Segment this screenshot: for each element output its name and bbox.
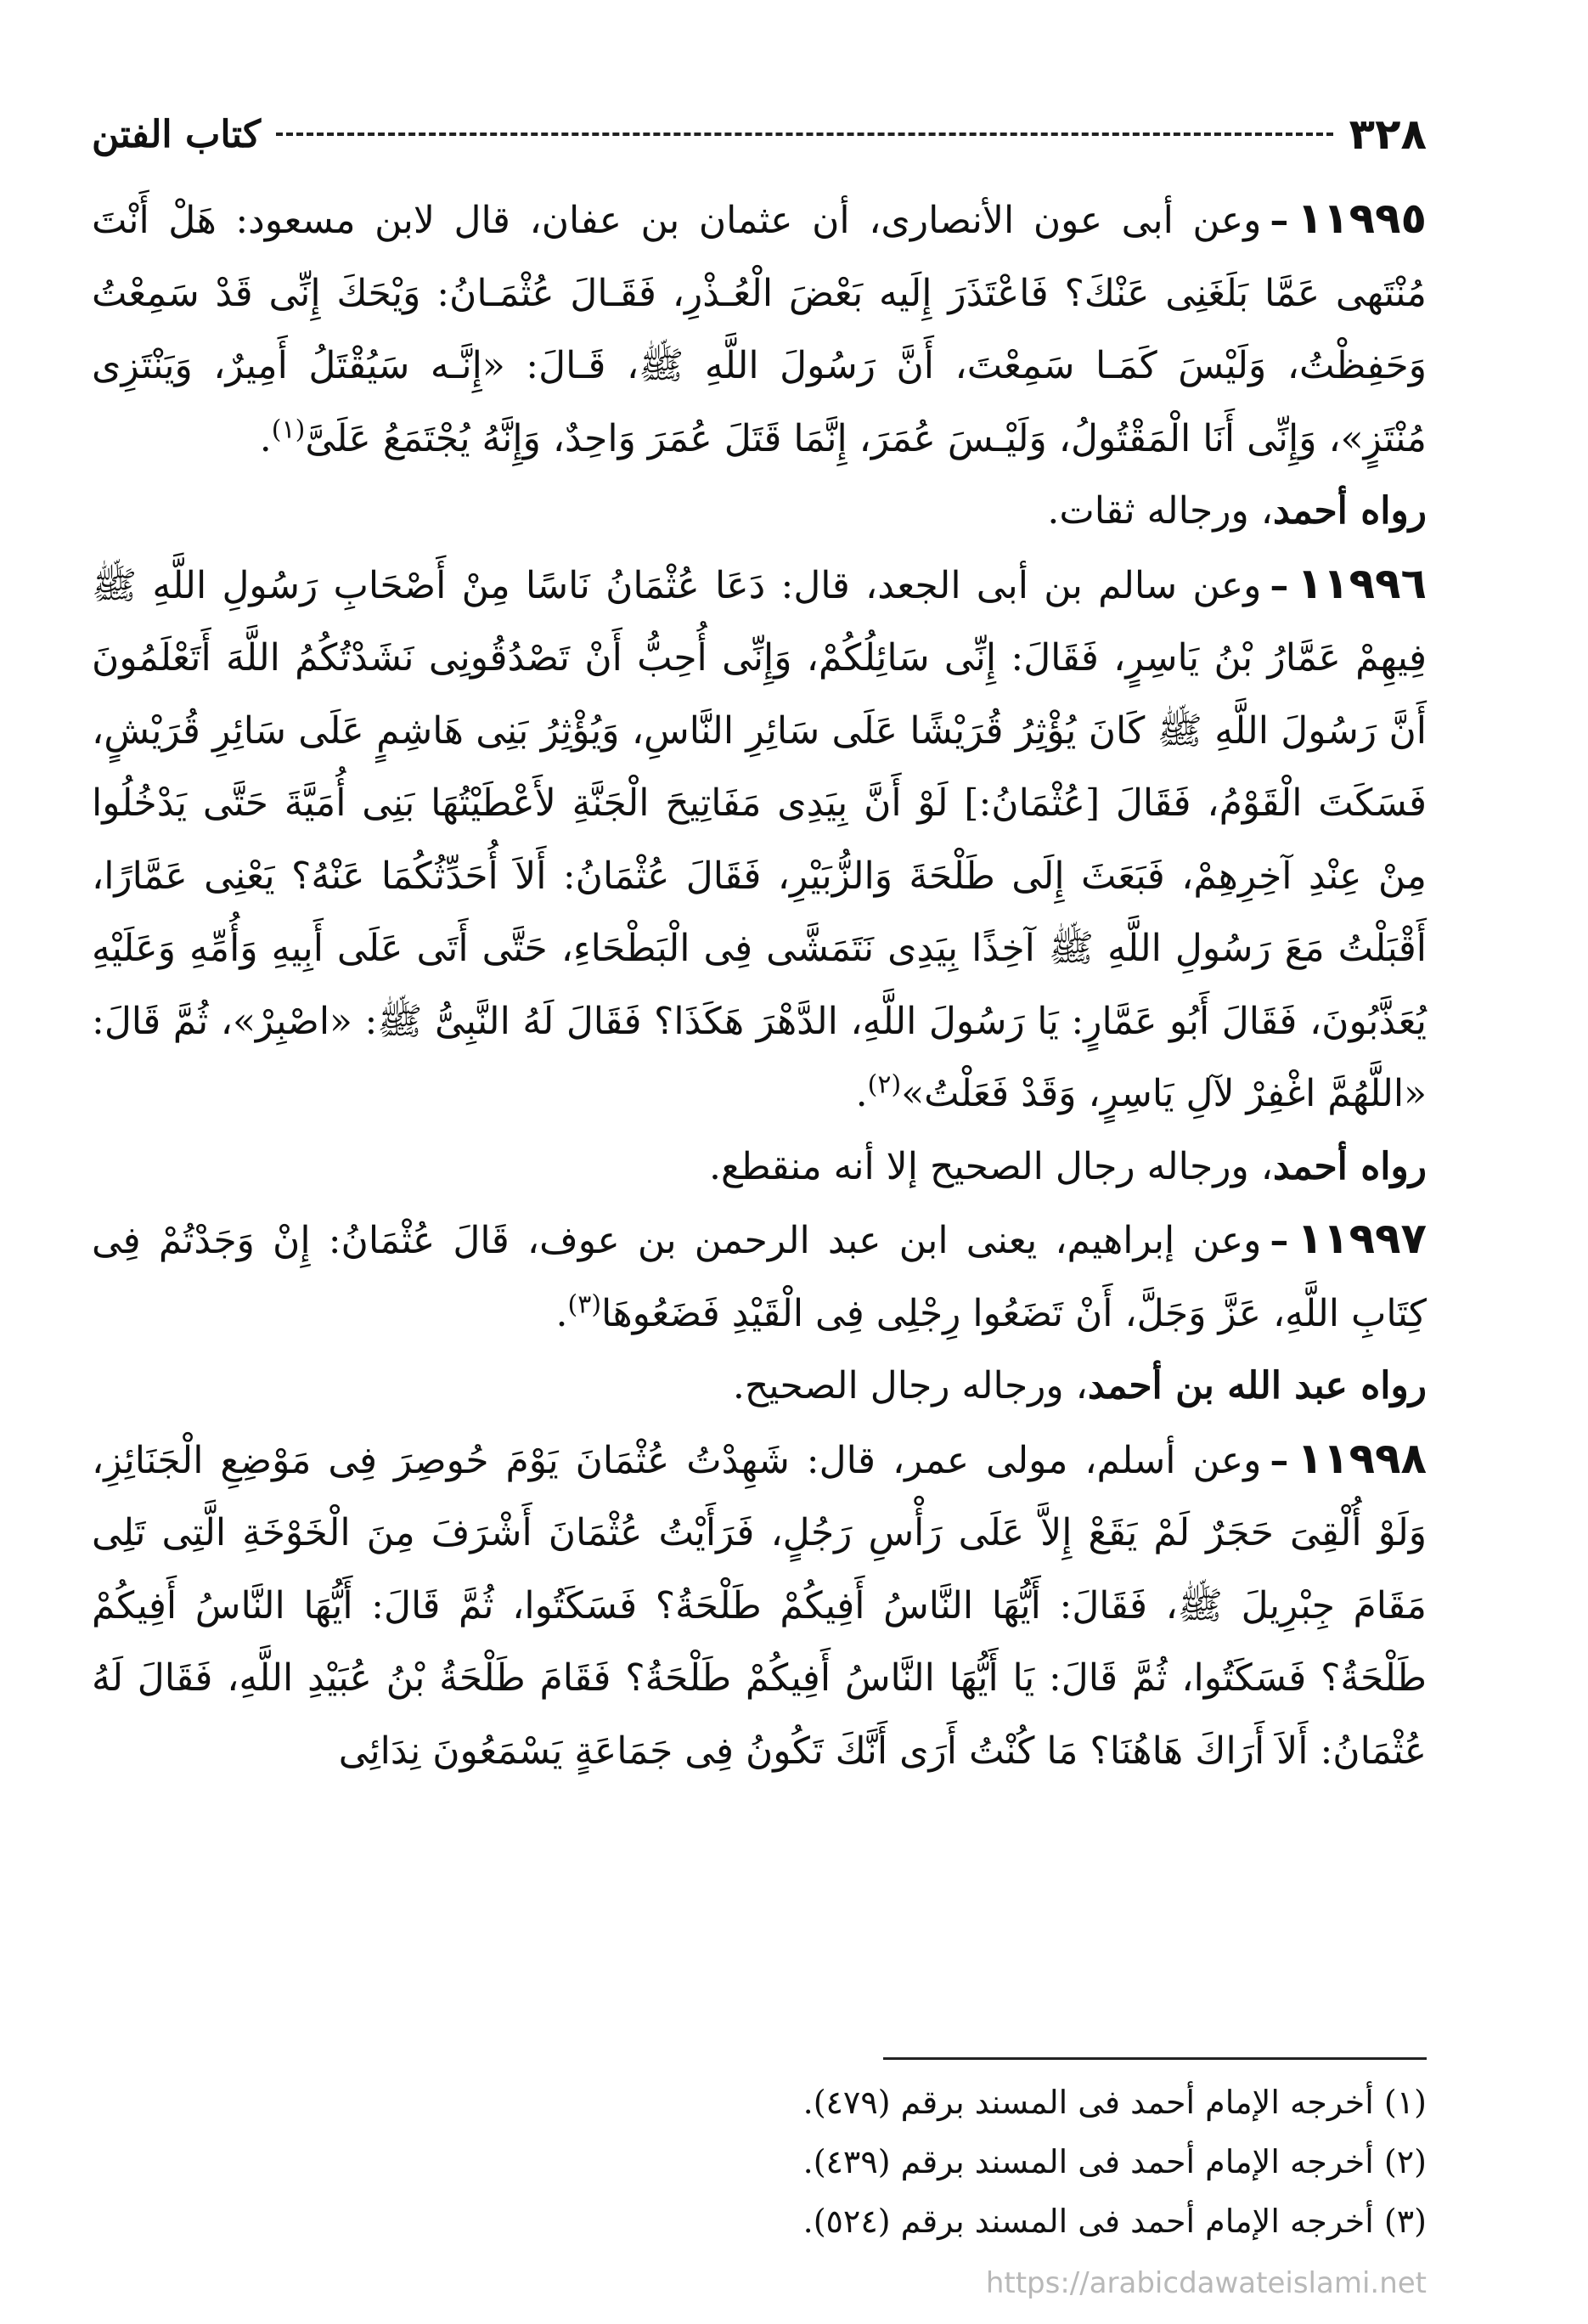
hadith-reference [92, 475, 1427, 548]
footnote-mark: (٢) [867, 1069, 902, 1100]
hadith-reference [92, 1131, 1427, 1204]
reference-narrator: رواه أحمد [1272, 1144, 1427, 1188]
hadith-number: ١١٩٩٧ [1297, 1214, 1427, 1263]
hadith-number: ١١٩٩٨ [1297, 1433, 1427, 1483]
footnote-1: (١) أخرجه الإمام أحمد فى المسند برقم (٤٧٩). [802, 2084, 1427, 2121]
footnote-mark: (١) [271, 414, 306, 444]
reference-narrator: رواه أحمد [1272, 489, 1427, 533]
hadith-11998 [92, 1423, 1427, 1788]
footnote-2: (٢) أخرجه الإمام أحمد فى المسند برقم (٤٣٩). [802, 2143, 1427, 2180]
page-header [92, 100, 1427, 168]
watermark-url: https://arabicdawateislami.net [985, 2266, 1427, 2300]
hadith-text: وعن إبراهيم، يعنى ابن عبد الرحمن بن عوف، قَالَ عُثْمَانُ: إِنْ وَجَدْتُمْ فِى كِتَابِ اللَّهِ، عَزَّ وَجَلَّ، أَنْ تَضَعُوا رِجْلِى فِى الْقَيْدِ فَضَعُوهَا [92, 1219, 1427, 1335]
page-number: ٣٢٨ [1349, 110, 1427, 159]
hadith-11996: ١١٩٩٦–وعن سالم بن أبى الجعد، قال: دَعَا عُثْمَانُ نَاسًا مِنْ أَصْحَابِ رَسُولِ اللَّهِ ﷺ فِيهِمْ عَمَّارُ بْنُ يَاسِرٍ، فَقَالَ: إِنِّى سَائِلُكُمْ، وَإِنِّى أُحِبُّ أَنْ تَصْدُقُونِى نَشَدْتُكُمُ اللَّهَ أَتَعْلَمُونَ أَنَّ رَسُولَ اللَّهِ ﷺ كَانَ يُؤْثِرُ قُرَيْشًا عَلَى سَائِرِ النَّاسِ، وَيُؤْثِرُ بَنِى هَاشِمٍ عَلَى سَائِرِ قُرَيْشٍ، فَسَكَتَ الْقَوْمُ، فَقَالَ [عُثْمَانُ:] لَوْ أَنَّ بِيَدِى مَفَاتِيحَ الْجَنَّةِ لأَعْطَيْتُهَا بَنِى أُمَيَّةَ حَتَّى يَدْخُلُوا مِنْ عِنْدِ آخِرِهِمْ، فَبَعَثَ إِلَى طَلْحَةَ وَالزُّبَيْرِ، فَقَالَ عُثْمَانُ: أَلاَ أُحَدِّثُكُمَا عَنْهُ؟ يَعْنِى عَمَّارًا، أَقْبَلْتُ مَعَ رَسُولِ اللَّهِ ﷺ آخِذًا بِيَدِى نَتَمَشَّى فِى الْبَطْحَاءِ، حَتَّى أَتَى عَلَى أَبِيهِ وَأُمِّهِ وَعَلَيْهِ يُعَذَّبُونَ، فَقَالَ أَبُو عَمَّارٍ: يَا رَسُولَ اللَّهِ، الدَّهْرَ هَكَذَا؟ فَقَالَ لَهُ النَّبِىُّ ﷺ: «اصْبِرْ»، ثُمَّ قَالَ: «اللَّهُمَّ اغْفِرْ لآلِ يَاسِرٍ، وَقَدْ فَعَلْتُ»$^{(٢)}$. [92, 558, 1427, 1115]
separator-dash: – [1270, 1438, 1289, 1482]
separator-dash: – [1270, 1219, 1289, 1262]
hadith-number: ١١٩٩٥ [1297, 194, 1427, 243]
book-title: كتاب الفتن [92, 112, 262, 156]
separator-dash: – [1270, 563, 1289, 607]
footnotes [92, 2073, 1427, 2251]
header-divider [276, 133, 1333, 136]
reference-text: ، ورجاله رجال الصحيح إلا أنه منقطع. [709, 1144, 1273, 1188]
hadith-11995: ١١٩٩٥–وعن أبى عون الأنصارى، أن عثمان بن عفان، قال لابن مسعود: هَلْ أَنْتَ مُنْتَهى عَمَّا بَلَغَنِى عَنْكَ؟ فَاعْتَذَرَ إِلَيه بَعْضَ الْعُـذْرِ، فَقَـالَ عُثْمَـانُ: وَيْحَكَ إِنِّى قَدْ سَمِعْتُ وَحَفِظْتُ، وَلَيْسَ كَمَـا سَمِعْتَ، أَنَّ رَسُولَ اللَّهِ ﷺ، قَـالَ: «إِنَّـه سَيُقْتَلُ أَمِيرٌ، وَيَنْتَزِى مُنْتَزٍ»، وَإِنِّى أَنَا الْمَقْتُولُ، وَلَيْـسَ عُمَرَ، إِنَّمَا قَتَلَ عُمَرَ وَاحِدٌ، وَإِنَّهُ يُجْتَمَعُ عَلَىَّ$^{(١)}$. [92, 194, 1427, 460]
hadith-11997: ١١٩٩٧–وعن إبراهيم، يعنى ابن عبد الرحمن بن عوف، قَالَ عُثْمَانُ: إِنْ وَجَدْتُمْ فِى كِتَابِ اللَّهِ، عَزَّ وَجَلَّ، أَنْ تَضَعُوا رِجْلِى فِى الْقَيْدِ فَضَعُوهَا$^{(٣)}$. [92, 1214, 1427, 1335]
footnote-3: (٣) أخرجه الإمام أحمد فى المسند برقم (٥٢٤). [802, 2203, 1427, 2240]
page-body [92, 183, 1427, 1787]
reference-text: ، ورجاله رجال الصحيح. [732, 1364, 1088, 1407]
hadith-text: وعن أبى عون الأنصارى، أن عثمان بن عفان، قال لابن مسعود: هَلْ أَنْتَ مُنْتَهى عَمَّا بَلَغَنِى عَنْكَ؟ فَاعْتَذَرَ إِلَيه بَعْضَ الْعُـذْرِ، فَقَـالَ عُثْمَـانُ: وَيْحَكَ إِنِّى قَدْ سَمِعْتُ وَحَفِظْتُ، وَلَيْسَ كَمَـا سَمِعْتَ، أَنَّ رَسُولَ اللَّهِ ﷺ، قَـالَ: «إِنَّـه سَيُقْتَلُ أَمِيرٌ، وَيَنْتَزِى مُنْتَزٍ»، وَإِنِّى أَنَا الْمَقْتُولُ، وَلَيْـسَ عُمَرَ، إِنَّمَا قَتَلَ عُمَرَ وَاحِدٌ، وَإِنَّهُ يُجْتَمَعُ عَلَىَّ [92, 199, 1427, 460]
reference-narrator: رواه عبد الله بن أحمد [1087, 1364, 1427, 1407]
footnote-divider [883, 2057, 1427, 2060]
hadith-text: وعن سالم بن أبى الجعد، قال: دَعَا عُثْمَانُ نَاسًا مِنْ أَصْحَابِ رَسُولِ اللَّهِ ﷺ فِيهِمْ عَمَّارُ بْنُ يَاسِرٍ، فَقَالَ: إِنِّى سَائِلُكُمْ، وَإِنِّى أُحِبُّ أَنْ تَصْدُقُونِى نَشَدْتُكُمُ اللَّهَ أَتَعْلَمُونَ أَنَّ رَسُولَ اللَّهِ ﷺ كَانَ يُؤْثِرُ قُرَيْشًا عَلَى سَائِرِ النَّاسِ، وَيُؤْثِرُ بَنِى هَاشِمٍ عَلَى سَائِرِ قُرَيْشٍ، فَسَكَتَ الْقَوْمُ، فَقَالَ [عُثْمَانُ:] لَوْ أَنَّ بِيَدِى مَفَاتِيحَ الْجَنَّةِ لأَعْطَيْتُهَا بَنِى أُمَيَّةَ حَتَّى يَدْخُلُوا مِنْ عِنْدِ آخِرِهِمْ، فَبَعَثَ إِلَى طَلْحَةَ وَالزُّبَيْرِ، فَقَالَ عُثْمَانُ: أَلاَ أُحَدِّثُكُمَا عَنْهُ؟ يَعْنِى عَمَّارًا، أَقْبَلْتُ مَعَ رَسُولِ اللَّهِ ﷺ آخِذًا بِيَدِى نَتَمَشَّى فِى الْبَطْحَاءِ، حَتَّى أَتَى عَلَى أَبِيهِ وَأُمِّهِ وَعَلَيْهِ يُعَذَّبُونَ، فَقَالَ أَبُو عَمَّارٍ: يَا رَسُولَ اللَّهِ، الدَّهْرَ هَكَذَا؟ فَقَالَ لَهُ النَّبِىُّ ﷺ: «اصْبِرْ»، ثُمَّ قَالَ: «اللَّهُمَّ اغْفِرْ لآلِ يَاسِرٍ، وَقَدْ فَعَلْتُ» [92, 563, 1427, 1115]
separator-dash: – [1270, 199, 1289, 242]
reference-text: ، ورجاله ثقات. [1047, 489, 1273, 533]
hadith-number: ١١٩٩٦ [1297, 558, 1427, 608]
hadith-text: وعن أسلم، مولى عمر، قال: شَهِدْتُ عُثْمَانَ يَوْمَ حُوصِرَ فِى مَوْضِعِ الْجَنَائِزِ، وَلَوْ أُلْقِىَ حَجَرٌ لَمْ يَقَعْ إِلاَّ عَلَى رَأْسِ رَجُلٍ، فَرَأَيْتُ عُثْمَانَ أَشْرَفَ مِنَ الْخَوْخَةِ الَّتِى تَلِى مَقَامَ جِبْرِيلَ ﷺ، فَقَالَ: أَيُّهَا النَّاسُ أَفِيكُمْ طَلْحَةُ؟ فَسَكَتُوا، ثُمَّ قَالَ: أَيُّهَا النَّاسُ أَفِيكُمْ طَلْحَةُ؟ فَسَكَتُوا، ثُمَّ قَالَ: يَا أَيُّهَا النَّاسُ أَفِيكُمْ طَلْحَةُ؟ فَقَامَ طَلْحَةُ بْنُ عُبَيْدِ اللَّهِ، فَقَالَ لَهُ عُثْمَانُ: أَلاَ أَرَاكَ هَاهُنَا؟ مَا كُنْتُ أَرَى أَنَّكَ تَكُونُ فِى جَمَاعَةٍ يَسْمَعُونَ نِدَائِى [92, 1438, 1428, 1773]
hadith-reference [92, 1350, 1427, 1423]
footnote-mark: (٣) [567, 1289, 602, 1319]
